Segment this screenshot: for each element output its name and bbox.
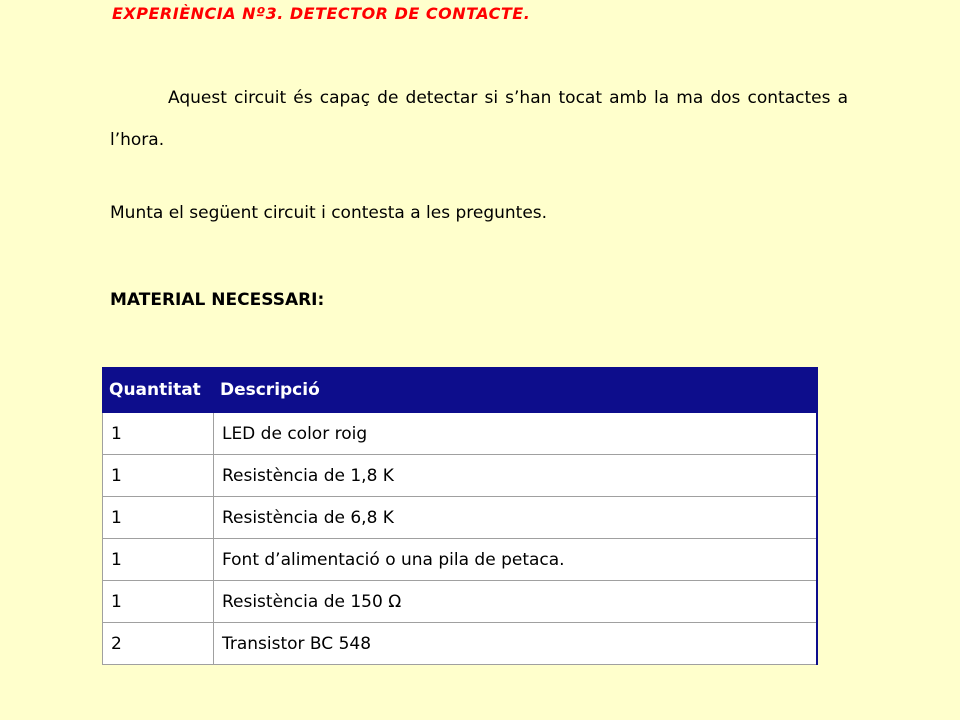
table-header-row bbox=[103, 368, 818, 413]
header-description: Descripció bbox=[213, 368, 817, 413]
cell-description: Font d’alimentació o una pila de petaca. bbox=[213, 539, 817, 581]
cell-quantity: 1 bbox=[103, 581, 214, 623]
cell-quantity: 2 bbox=[103, 623, 214, 665]
cell-description: Resistència de 1,8 K bbox=[213, 455, 817, 497]
instruction-paragraph: Munta el següent circuit i contesta a les preguntes. bbox=[110, 203, 548, 223]
table-right-border bbox=[816, 367, 818, 665]
cell-description: Transistor BC 548 bbox=[213, 623, 817, 665]
cell-quantity: 1 bbox=[103, 539, 214, 581]
material-table bbox=[102, 367, 818, 665]
intro-text: Aquest circuit és capaç de detectar si s’han tocat amb la ma dos contactes a l’hora. bbox=[110, 88, 848, 150]
table-row bbox=[103, 623, 818, 665]
cell-quantity: 1 bbox=[103, 497, 214, 539]
cell-description: Resistència de 6,8 K bbox=[213, 497, 817, 539]
material-heading: MATERIAL NECESSARI: bbox=[110, 290, 325, 310]
table-row bbox=[103, 455, 818, 497]
intro-paragraph bbox=[110, 77, 848, 161]
cell-description: Resistència de 150 Ω bbox=[213, 581, 817, 623]
cell-quantity: 1 bbox=[103, 413, 214, 455]
header-quantity: Quantitat bbox=[103, 368, 214, 413]
cell-description: LED de color roig bbox=[213, 413, 817, 455]
table-row bbox=[103, 539, 818, 581]
table-row bbox=[103, 581, 818, 623]
page-title: EXPERIÈNCIA Nº3. DETECTOR DE CONTACTE. bbox=[112, 4, 531, 23]
table-row bbox=[103, 497, 818, 539]
table-row bbox=[103, 413, 818, 455]
cell-quantity: 1 bbox=[103, 455, 214, 497]
